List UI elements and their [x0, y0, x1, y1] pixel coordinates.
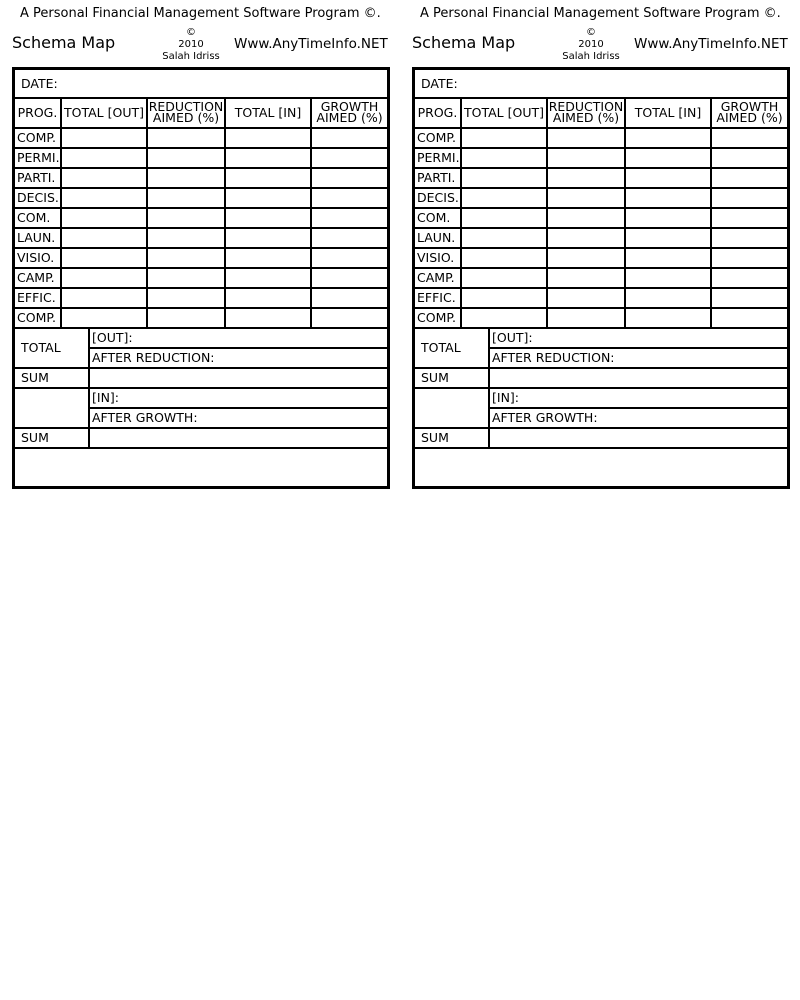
- sum-out-field[interactable]: [89, 368, 388, 388]
- table-cell[interactable]: [225, 188, 311, 208]
- col-header-growth-line2: AIMED (%): [316, 110, 383, 125]
- row-label: PARTI.: [414, 168, 461, 188]
- table-cell[interactable]: [311, 208, 388, 228]
- after-growth-field[interactable]: [89, 408, 388, 428]
- table-cell[interactable]: [711, 188, 788, 208]
- after-reduction-field[interactable]: [89, 348, 388, 368]
- row-label: DECIS.: [14, 188, 61, 208]
- date-label: DATE:: [421, 76, 458, 91]
- col-header-reduction: [547, 98, 625, 128]
- table-cell[interactable]: [625, 168, 711, 188]
- table-cell[interactable]: [61, 268, 147, 288]
- col-header-growth: [311, 98, 388, 128]
- table-cell[interactable]: [625, 188, 711, 208]
- out-field[interactable]: [489, 328, 788, 348]
- table-cell[interactable]: [311, 288, 388, 308]
- col-header-prog: PROG.: [14, 98, 61, 128]
- table-cell[interactable]: [461, 248, 547, 268]
- notes-area[interactable]: [14, 448, 388, 487]
- table-cell[interactable]: [147, 148, 225, 168]
- table-cell[interactable]: [547, 188, 625, 208]
- table-cell[interactable]: [711, 168, 788, 188]
- table-cell[interactable]: [311, 188, 388, 208]
- row-label: PERMI.: [414, 148, 461, 168]
- sum-label-in: SUM: [414, 428, 489, 448]
- table-cell[interactable]: [461, 228, 547, 248]
- table-cell[interactable]: [625, 228, 711, 248]
- after-growth-label: AFTER GROWTH:: [92, 410, 198, 425]
- col-header-growth-line2: AIMED (%): [716, 110, 783, 125]
- author-name: Salah Idriss: [162, 51, 220, 62]
- table-cell[interactable]: [61, 208, 147, 228]
- table-cell[interactable]: [547, 208, 625, 228]
- sum-label-out: SUM: [414, 368, 489, 388]
- table-cell[interactable]: [225, 248, 311, 268]
- form-title: Schema Map: [412, 33, 516, 52]
- table-cell[interactable]: [147, 188, 225, 208]
- table-cell[interactable]: [225, 168, 311, 188]
- table-cell[interactable]: [547, 168, 625, 188]
- after-reduction-field[interactable]: [489, 348, 788, 368]
- out-label: [OUT]:: [492, 330, 533, 345]
- out-field[interactable]: [89, 328, 388, 348]
- table-cell[interactable]: [711, 308, 788, 328]
- col-header-total-out: TOTAL [OUT]: [61, 98, 147, 128]
- table-cell[interactable]: [711, 148, 788, 168]
- copyright-block: [156, 27, 226, 63]
- row-label: PARTI.: [14, 168, 61, 188]
- after-reduction-label: AFTER REDUCTION:: [92, 350, 215, 365]
- schema-sheet: [412, 67, 790, 489]
- table-cell[interactable]: [61, 188, 147, 208]
- table-cell[interactable]: [311, 148, 388, 168]
- table-cell[interactable]: [461, 128, 547, 148]
- table-cell[interactable]: [625, 268, 711, 288]
- table-cell[interactable]: [147, 128, 225, 148]
- col-header-total-in: TOTAL [IN]: [225, 98, 311, 128]
- table-cell[interactable]: [311, 308, 388, 328]
- tagline: A Personal Financial Management Software Program ©.: [420, 6, 781, 21]
- table-cell[interactable]: [311, 128, 388, 148]
- table-cell[interactable]: [225, 288, 311, 308]
- col-header-reduction-line1: REDUCTION: [148, 99, 224, 114]
- after-growth-field[interactable]: [489, 408, 788, 428]
- row-label: CAMP.: [14, 268, 61, 288]
- table-cell[interactable]: [147, 168, 225, 188]
- table-cell[interactable]: [147, 308, 225, 328]
- table-cell[interactable]: [547, 268, 625, 288]
- row-label: COMP.: [414, 308, 461, 328]
- table-cell[interactable]: [311, 268, 388, 288]
- table-cell[interactable]: [461, 208, 547, 228]
- sum-label-out: SUM: [14, 368, 89, 388]
- table-cell[interactable]: [225, 228, 311, 248]
- website-link[interactable]: Www.AnyTimeInfo.NET: [234, 36, 388, 52]
- date-field[interactable]: [14, 69, 388, 98]
- col-header-growth-line1: GROWTH: [720, 99, 779, 114]
- row-label: EFFIC.: [14, 288, 61, 308]
- table-cell[interactable]: [61, 308, 147, 328]
- table-cell[interactable]: [625, 128, 711, 148]
- col-header-reduction-line1: REDUCTION: [548, 99, 624, 114]
- table-cell[interactable]: [61, 148, 147, 168]
- table-cell[interactable]: [547, 228, 625, 248]
- table-cell[interactable]: [625, 148, 711, 168]
- col-header-reduction-line2: AIMED (%): [152, 110, 220, 125]
- tagline: A Personal Financial Management Software Program ©.: [20, 6, 381, 21]
- blank-label-cell: [14, 388, 89, 428]
- table-cell[interactable]: [225, 308, 311, 328]
- table-cell[interactable]: [147, 288, 225, 308]
- table-cell[interactable]: [547, 288, 625, 308]
- table-cell[interactable]: [547, 148, 625, 168]
- table-cell[interactable]: [711, 288, 788, 308]
- in-field[interactable]: [489, 388, 788, 408]
- table-cell[interactable]: [711, 268, 788, 288]
- row-label: COM.: [414, 208, 461, 228]
- copyright-year: 2010: [178, 39, 204, 50]
- in-label: [IN]:: [492, 390, 520, 405]
- table-cell[interactable]: [461, 148, 547, 168]
- notes-area[interactable]: [414, 448, 788, 487]
- copyright-symbol: ©: [586, 27, 596, 38]
- table-cell[interactable]: [225, 128, 311, 148]
- row-label: EFFIC.: [414, 288, 461, 308]
- total-label: TOTAL: [14, 328, 89, 368]
- table-cell[interactable]: [147, 268, 225, 288]
- row-label: COMP.: [414, 128, 461, 148]
- after-growth-label: AFTER GROWTH:: [492, 410, 598, 425]
- table-cell[interactable]: [711, 208, 788, 228]
- row-label: CAMP.: [414, 268, 461, 288]
- after-reduction-label: AFTER REDUCTION:: [492, 350, 615, 365]
- date-label: DATE:: [21, 76, 58, 91]
- copyright-year: 2010: [578, 39, 604, 50]
- col-header-growth: [711, 98, 788, 128]
- col-header-reduction-line2: AIMED (%): [552, 110, 620, 125]
- table-cell[interactable]: [625, 288, 711, 308]
- blank-label-cell: [414, 388, 489, 428]
- table-cell[interactable]: [461, 268, 547, 288]
- col-header-total-out: TOTAL [OUT]: [461, 98, 547, 128]
- schema-map-form-left: [12, 0, 390, 490]
- table-cell[interactable]: [461, 288, 547, 308]
- table-cell[interactable]: [711, 128, 788, 148]
- form-title: Schema Map: [12, 33, 116, 52]
- in-label: [IN]:: [92, 390, 120, 405]
- table-cell[interactable]: [625, 248, 711, 268]
- row-label: DECIS.: [414, 188, 461, 208]
- table-cell[interactable]: [711, 228, 788, 248]
- table-cell[interactable]: [61, 248, 147, 268]
- table-cell[interactable]: [61, 228, 147, 248]
- date-field[interactable]: [414, 69, 788, 98]
- col-header-total-in: TOTAL [IN]: [625, 98, 711, 128]
- table-cell[interactable]: [461, 168, 547, 188]
- row-label: VISIO.: [14, 248, 61, 268]
- table-cell[interactable]: [547, 128, 625, 148]
- copyright-block: [556, 27, 626, 63]
- copyright-symbol: ©: [186, 27, 196, 38]
- in-field[interactable]: [89, 388, 388, 408]
- table-cell[interactable]: [225, 148, 311, 168]
- table-cell[interactable]: [311, 248, 388, 268]
- table-cell[interactable]: [311, 228, 388, 248]
- table-cell[interactable]: [461, 188, 547, 208]
- row-label: COMP.: [14, 128, 61, 148]
- table-cell[interactable]: [61, 128, 147, 148]
- sum-label-in: SUM: [14, 428, 89, 448]
- row-label: LAUN.: [414, 228, 461, 248]
- total-label: TOTAL: [414, 328, 489, 368]
- table-cell[interactable]: [625, 208, 711, 228]
- sum-out-field[interactable]: [489, 368, 788, 388]
- schema-map-form-right: [412, 0, 790, 490]
- row-label: COMP.: [14, 308, 61, 328]
- out-label: [OUT]:: [92, 330, 133, 345]
- website-link[interactable]: Www.AnyTimeInfo.NET: [634, 36, 788, 52]
- table-cell[interactable]: [147, 248, 225, 268]
- table-cell[interactable]: [147, 228, 225, 248]
- col-header-prog: PROG.: [414, 98, 461, 128]
- sum-in-field[interactable]: [89, 428, 388, 448]
- col-header-reduction: [147, 98, 225, 128]
- row-label: LAUN.: [14, 228, 61, 248]
- table-cell[interactable]: [147, 208, 225, 228]
- table-cell[interactable]: [61, 168, 147, 188]
- table-cell[interactable]: [225, 268, 311, 288]
- sum-in-field[interactable]: [489, 428, 788, 448]
- col-header-growth-line1: GROWTH: [320, 99, 379, 114]
- row-label: PERMI.: [14, 148, 61, 168]
- table-cell[interactable]: [311, 168, 388, 188]
- table-cell[interactable]: [225, 208, 311, 228]
- table-cell[interactable]: [547, 248, 625, 268]
- table-cell[interactable]: [547, 308, 625, 328]
- table-cell[interactable]: [711, 248, 788, 268]
- author-name: Salah Idriss: [562, 51, 620, 62]
- table-cell[interactable]: [61, 288, 147, 308]
- row-label: VISIO.: [414, 248, 461, 268]
- row-label: COM.: [14, 208, 61, 228]
- table-cell[interactable]: [461, 308, 547, 328]
- schema-sheet: [12, 67, 390, 489]
- table-cell[interactable]: [625, 308, 711, 328]
